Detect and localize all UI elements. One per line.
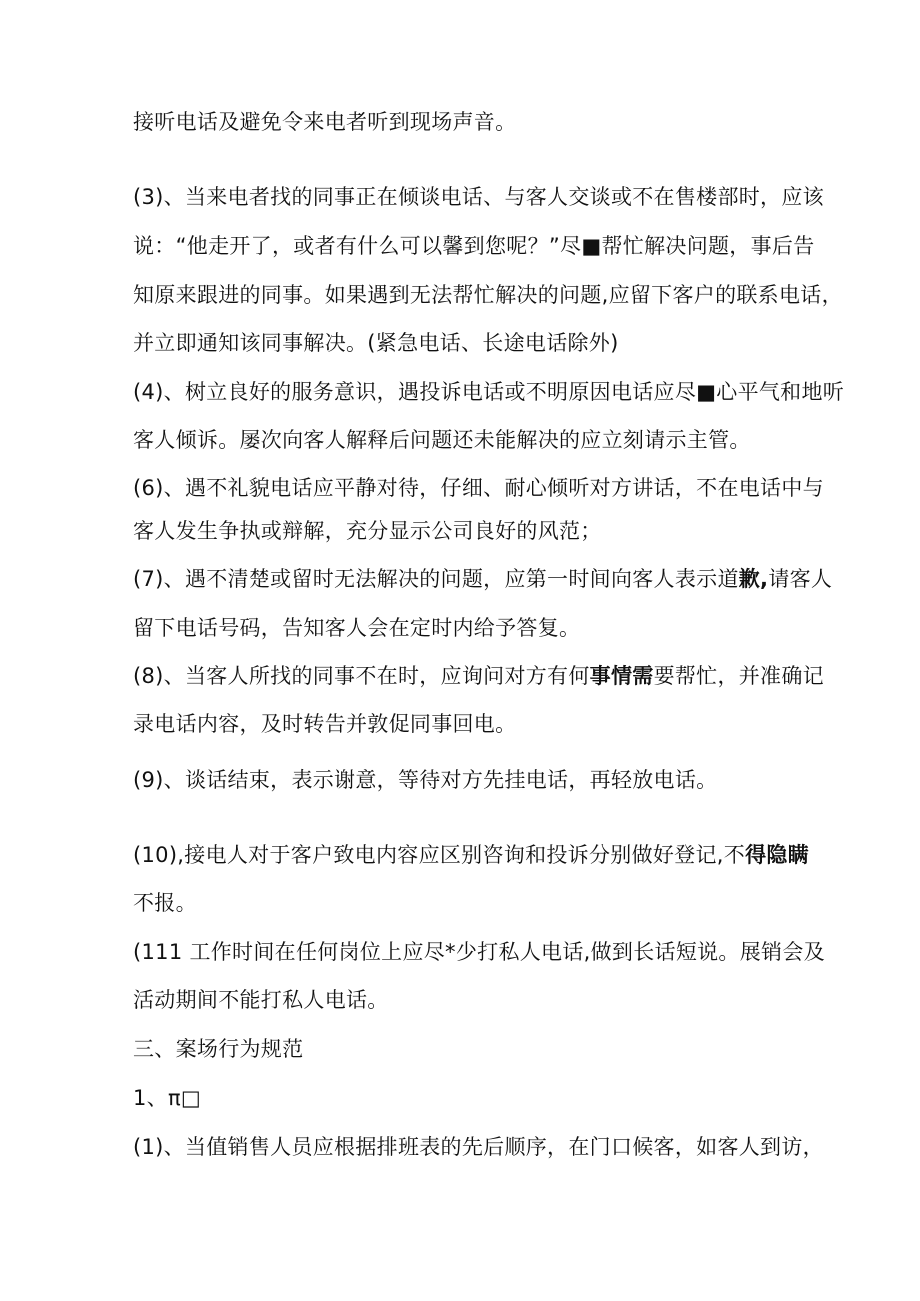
paragraph-line: (3)、当来电者找的同事正在倾谈电话、与客人交谈或不在售楼部时，应该	[133, 185, 824, 209]
text-run: (10),接电人对于客户致电内容应区别咨询和投诉分别做好登记,不	[133, 843, 746, 867]
paragraph-line: (9)、谈话结束，表示谢意，等待对方先挂电话，再轻放电话。	[133, 768, 718, 792]
paragraph-line: 不报。	[133, 891, 197, 915]
paragraph-line	[133, 565, 833, 593]
paragraph-line: 录电话内容，及时转告并敦促同事回电。	[133, 712, 517, 736]
paragraph-line: (111 工作时间在任何岗位上应尽*少打私人电话,做到长话短说。展销会及	[133, 940, 825, 964]
paragraph-line: 留下电话号码，告知客人会在定时内给予答复。	[133, 616, 581, 640]
text-run: (7)、遇不清楚或留时无法解决的问题，应第一时间向客人表示道	[133, 567, 739, 591]
text-run: 要帮忙，并准确记	[653, 664, 824, 688]
bold-text-run: 得隐瞒	[745, 843, 809, 867]
paragraph-line	[133, 841, 809, 869]
paragraph-line: 客人倾诉。屡次向客人解释后问题还未能解决的应立刻请示主管。	[133, 428, 751, 452]
bold-text-run: 歉,	[738, 567, 769, 591]
section-heading: 三、案场行为规范	[133, 1037, 304, 1061]
subsection-heading: 1、π□	[133, 1086, 202, 1110]
paragraph-line: 客人发生争执或辩解，充分显示公司良好的风范；	[133, 519, 602, 543]
text-run: 请客人	[768, 567, 833, 591]
paragraph-line: 并立即通知该同事解决。(紧急电话、长途电话除外)	[133, 331, 619, 355]
paragraph-line	[133, 662, 824, 690]
paragraph-line: 说：“他走开了，或者有什么可以馨到您呢？”尽■帮忙解决问题，事后告	[133, 234, 815, 258]
paragraph-line: 接听电话及避免令来电者听到现场声音。	[133, 110, 517, 134]
paragraph-line: 知原来跟进的同事。如果遇到无法帮忙解决的问题,应留下客户的联系电话，	[133, 283, 843, 307]
bold-text-run: 事情需	[589, 664, 654, 688]
text-run: (8)、当客人所找的同事不在时，应询问对方有何	[133, 664, 590, 688]
paragraph-line: 活动期间不能打私人电话。	[133, 988, 389, 1012]
paragraph-line: (4)、树立良好的服务意识，遇投诉电话或不明原因电话应尽■心平气和地听	[133, 380, 845, 404]
paragraph-line: (1)、当值销售人员应根据排班表的先后顺序，在门口候客，如客人到访，	[133, 1135, 824, 1159]
paragraph-line: (6)、遇不礼貌电话应平静对待，仔细、耐心倾听对方讲话，不在电话中与	[133, 476, 824, 500]
